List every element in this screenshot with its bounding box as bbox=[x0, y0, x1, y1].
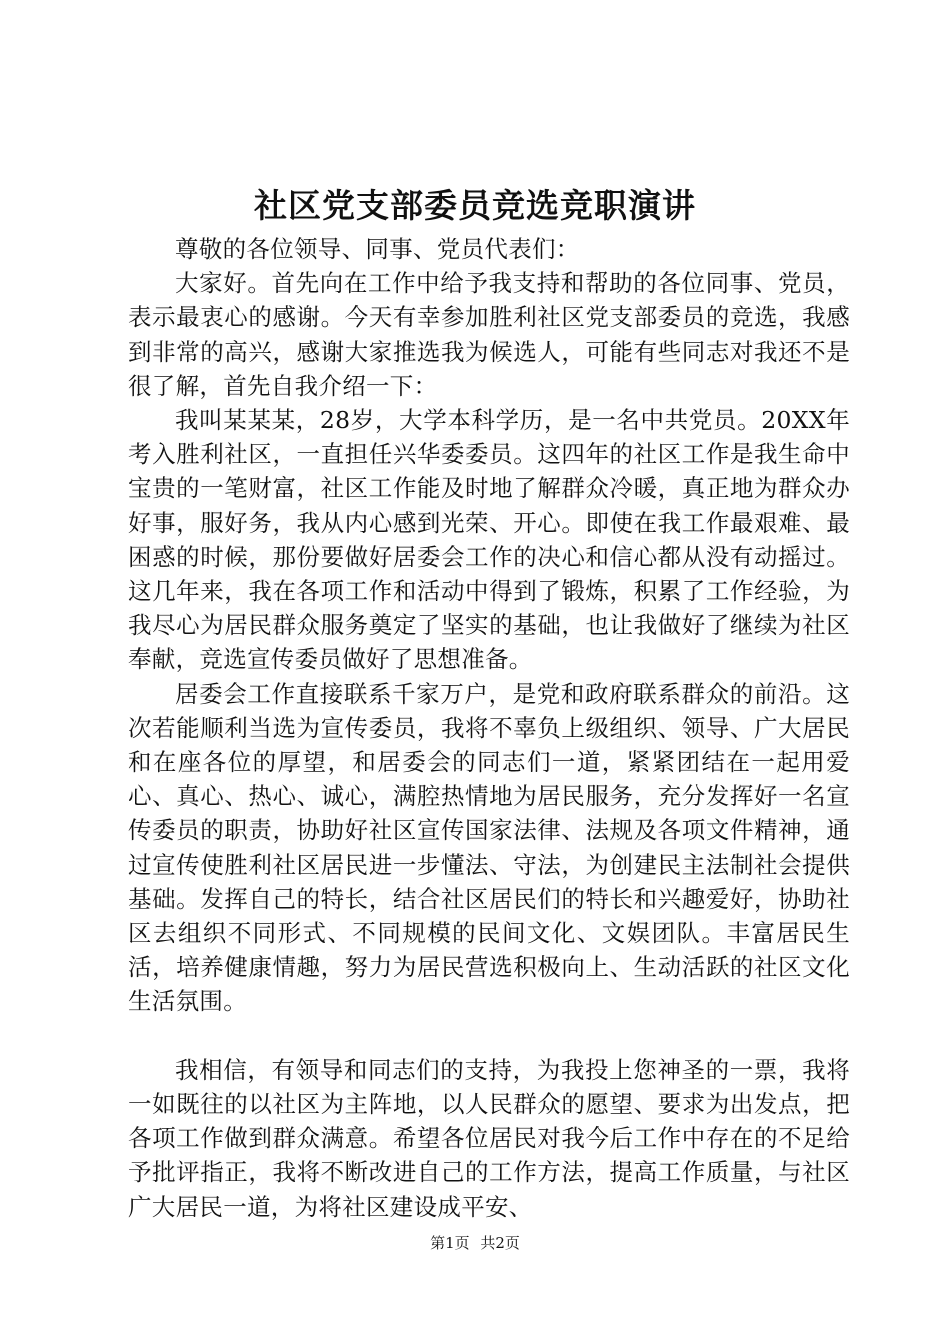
self-introduction-paragraph: 我叫某某某，28岁，大学本科学历，是一名中共党员。20XX年考入胜利社区，一直担任兴华委委员。这四年的社区工作是我生命中宝贵的一笔财富，社区工作能及时地了解群众冷暖，真正地为群众办好事，服好务，我从内心感到光荣、开心。即使在我工作最艰难、最困惑的时候，那份要做好居委会工作的决心和信心都从没有动摇过。这几年来，我在各项工作和活动中得到了锻炼，积累了工作经验，为我尽心为居民群众服务奠定了坚实的基础，也让我做好了继续为社区奉献，竞选宣传委员做好了思想准备。 bbox=[128, 406, 850, 674]
page-footer bbox=[0, 1233, 950, 1253]
greeting-paragraph: 大家好。首先向在工作中给予我支持和帮助的各位同事、党员，表示最衷心的感谢。今天有幸参加胜利社区党支部委员的竞选，我感到非常的高兴，感谢大家推选我为候选人，可能有些同志对我还不是很了解，首先自我介绍一下： bbox=[128, 269, 850, 400]
document-body bbox=[128, 232, 850, 1224]
page-title: 社区党支部委员竞选竞职演讲 bbox=[254, 186, 696, 225]
page-number: 第1页 bbox=[430, 1234, 470, 1252]
closing-paragraph: 我相信，有领导和同志们的支持，为我投上您神圣的一票，我将一如既往的以社区为主阵地，以人民群众的愿望、要求为出发点，把各项工作做到群众满意。希望各位居民对我今后工作中存在的不足给予批评指正，我将不断改进自己的工作方法，提高工作质量，与社区广大居民一道，为将社区建设成平安、 bbox=[128, 1055, 850, 1221]
salutation-paragraph: 尊敬的各位领导、同事、党员代表们： bbox=[175, 235, 580, 263]
paragraph-gap bbox=[128, 1019, 850, 1053]
work-plan-paragraph: 居委会工作直接联系千家万户，是党和政府联系群众的前沿。这次若能顺利当选为宣传委员，我将不辜负上级组织、领导、广大居民和在座各位的厚望，和居委会的同志们一道，紧紧团结在一起用爱心、真心、热心、诚心，满腔热情地为居民服务，充分发挥好一名宣传委员的职责，协助好社区宣传国家法律、法规及各项文件精神，通过宣传使胜利社区居民进一步懂法、守法，为创建民主法制社会提供基础。发挥自己的特长，结合社区居民们的特长和兴趣爱好，协助社区去组织不同形式、不同规模的民间文化、文娱团队。丰富居民生活，培养健康情趣，努力为居民营选积极向上、生动活跃的社区文化生活氛围。 bbox=[128, 679, 850, 1016]
page-total: 共2页 bbox=[480, 1234, 520, 1252]
